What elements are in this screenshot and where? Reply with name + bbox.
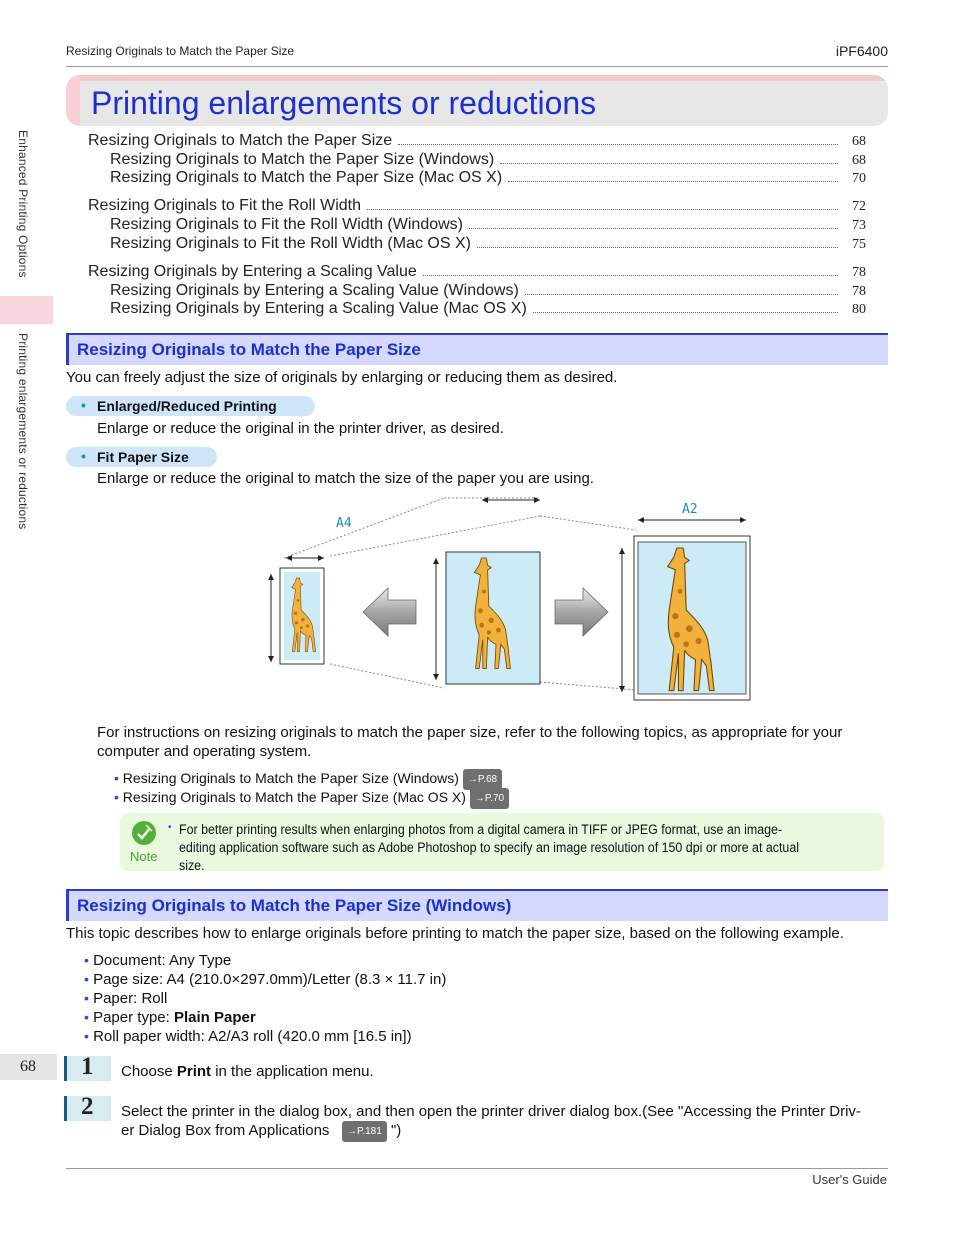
page-title-box [66,75,888,126]
figure-label-a2: A2 [682,502,698,517]
figure-label-a4: A4 [336,516,352,531]
page-title: Printing enlargements or reductions [91,85,597,121]
feature-label: • Enlarged/Reduced Printing [66,396,315,416]
section-heading: Resizing Originals to Match the Paper Size [66,333,888,365]
footer-rule [66,1168,888,1169]
feature-description: Enlarge or reduce the original to match the size of the paper you are using. [97,470,594,487]
footer-guide-name: User's Guide [812,1172,887,1187]
page-ref-link[interactable]: →P.70 [470,788,509,809]
instructions-paragraph: For instructions on resizing originals to match the paper size, refer to the following topics, as appropriate for your computer and operating system. [97,724,843,760]
toc-entry[interactable]: Resizing Originals by Entering a Scaling Value (Windows) 78 [110,282,866,299]
running-header-title: Resizing Originals to Match the Paper Size [66,44,295,58]
topic-link[interactable]: • Resizing Originals to Match the Paper Size (Mac OS X) →P.70 [114,788,509,809]
toc-entry[interactable]: Resizing Originals by Entering a Scaling Value 78 [88,263,866,280]
toc-entry[interactable]: Resizing Originals to Fit the Roll Width 72 [88,197,866,214]
note-box: Note • For better printing results when enlarging photos from a digital camera in TIFF or JPEG format, use an image-editing application software such as Adobe Photoshop to specify an image resolution of 150 dpi or more at actual size. [120,813,884,871]
feature-label: • Fit Paper Size [66,447,217,467]
step-text: Choose Print in the application menu. [121,1063,374,1080]
note-text: For better printing results when enlarging photos from a digital camera in TIFF or JPEG format, use an image-editing application software such as Adobe Photoshop to specify an image resolution of 150 dpi or more at actual size. [179,822,800,873]
section-intro: This topic describes how to enlarge originals before printing to match the paper size, based on the following example. [66,925,844,942]
side-tab-section: Printing enlargements or reductions [16,333,30,530]
page-ref-link[interactable]: →P.181 [342,1121,387,1142]
page-ref-link[interactable]: →P.68 [463,769,502,790]
list-item: • Roll paper width: A2/A3 roll (420.0 mm [16.5 in]) [84,1028,412,1045]
feature-description: Enlarge or reduce the original in the printer driver, as desired. [97,420,504,437]
toc-entry[interactable]: Resizing Originals to Match the Paper Size (Mac OS X) 70 [110,169,866,186]
running-header-model: iPF6400 [835,43,888,59]
side-tab-marker [0,296,53,324]
side-tab-chapter: Enhanced Printing Options [16,130,30,278]
section-intro: You can freely adjust the size of originals by enlarging or reducing them as desired. [66,369,618,386]
list-item: • Paper: Roll [84,990,168,1007]
step-text: Select the printer in the dialog box, and then open the printer driver dialog box.(See "Accessing the Printer Driv- er Dialog Box from Applications →P.181 ") [121,1102,889,1142]
header-rule [66,66,888,67]
toc-entry[interactable]: Resizing Originals by Entering a Scaling Value (Mac OS X) 80 [110,300,866,317]
list-item: • Paper type: Plain Paper [84,1009,256,1026]
list-item: • Document: Any Type [84,952,232,969]
page-number-tab: 68 [0,1054,57,1080]
pencil-check-icon [132,821,156,845]
toc-entry[interactable]: Resizing Originals to Fit the Roll Width (Windows) 73 [110,216,866,233]
toc-entry[interactable]: Resizing Originals to Match the Paper Size 68 [88,132,866,149]
topic-link[interactable]: • Resizing Originals to Match the Paper Size (Windows) →P.68 [114,769,502,790]
toc-entry[interactable]: Resizing Originals to Fit the Roll Width (Mac OS X) 75 [110,235,866,252]
step-number: 2 [64,1096,111,1121]
list-item: • Page size: A4 (210.0×297.0mm)/Letter (8.3 × 11.7 in) [84,971,447,988]
toc-entry[interactable]: Resizing Originals to Match the Paper Size (Windows) 68 [110,151,866,168]
section-heading: Resizing Originals to Match the Paper Size (Windows) [66,889,888,921]
note-label: Note [130,849,158,864]
resize-illustration [268,496,756,706]
step-number: 1 [64,1056,111,1081]
